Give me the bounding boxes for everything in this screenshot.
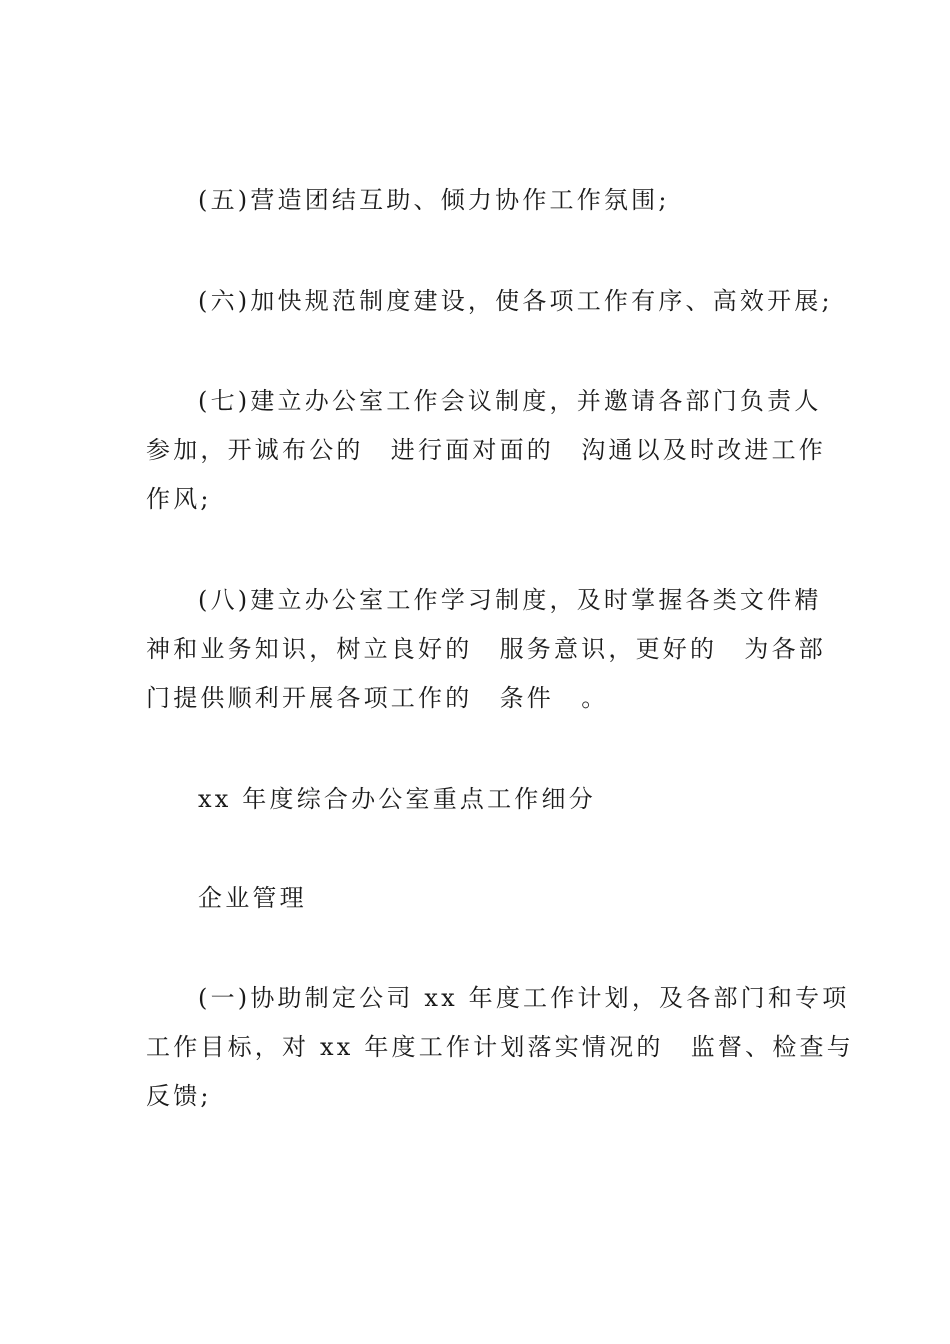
paragraph-line: (六)加快规范制度建设，使各项工作有序、高效开展; bbox=[198, 287, 833, 315]
paragraph-line: (七)建立办公室工作会议制度，并邀请各部门负责人 bbox=[198, 387, 822, 415]
subsection-heading bbox=[146, 874, 796, 923]
paragraph-8 bbox=[146, 576, 826, 723]
paragraph-6 bbox=[146, 277, 833, 326]
heading-line: 企业管理 bbox=[198, 884, 307, 912]
paragraph-line: 工作目标，对 xx 年度工作计划落实情况的 监督、检查与 bbox=[146, 1033, 854, 1061]
section-heading bbox=[146, 775, 796, 824]
paragraph-line: 参加，开诚布公的 进行面对面的 沟通以及时改进工作 bbox=[146, 436, 826, 464]
paragraph-1 bbox=[146, 974, 854, 1121]
paragraph-line: 作风; bbox=[146, 485, 212, 513]
paragraph-5 bbox=[146, 176, 796, 225]
paragraph-line: 反馈; bbox=[146, 1082, 212, 1110]
paragraph-line: (五)营造团结互助、倾力协作工作氛围; bbox=[198, 186, 670, 214]
paragraph-line: (一)协助制定公司 xx 年度工作计划，及各部门和专项 bbox=[198, 984, 850, 1012]
paragraph-line: 神和业务知识，树立良好的 服务意识，更好的 为各部 bbox=[146, 635, 826, 663]
heading-line: xx 年度综合办公室重点工作细分 bbox=[198, 785, 596, 813]
paragraph-7 bbox=[146, 377, 826, 524]
paragraph-line: (八)建立办公室工作学习制度，及时掌握各类文件精 bbox=[198, 586, 822, 614]
paragraph-line: 门提供顺利开展各项工作的 条件 。 bbox=[146, 684, 609, 712]
